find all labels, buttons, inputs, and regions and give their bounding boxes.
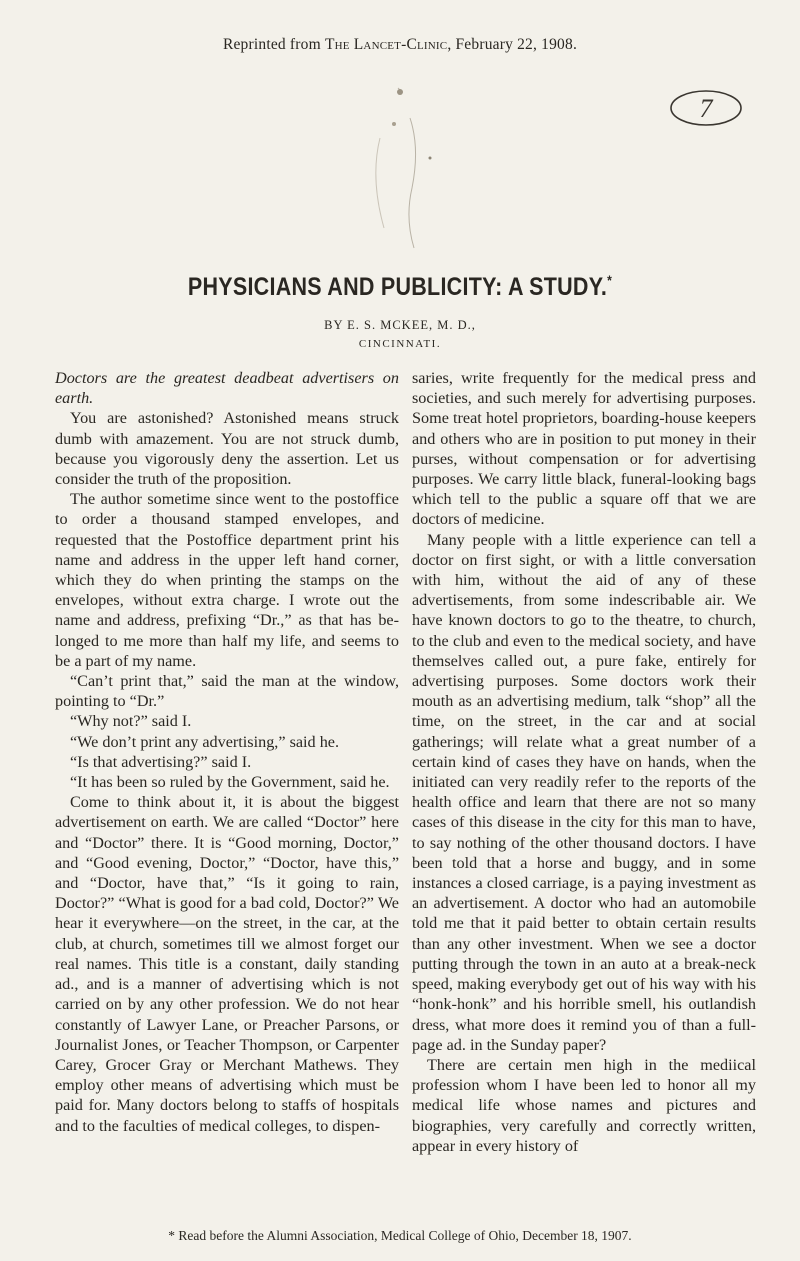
author-city: CINCINNATI. <box>358 338 442 350</box>
paragraph: There are certain men high in the mediical profession whom I have been led to honor all my medical life whose names and pictures and biographies, very carefully and correctly written, appear in every history of <box>412 1055 756 1155</box>
author-byline: BY E. S. MCKEE, M. D., <box>324 318 476 332</box>
journal-name: The Lancet-Clinic, <box>324 36 452 53</box>
paragraph: You are astonished? Astonished means struck dumb with amazement. You are not struck dumb, because you vigorously deny the assertion. Let us consider the truth of the proposition. <box>55 409 399 489</box>
paragraph: The author sometime since went to the postoffice to order a thousand stamped envelopes, and requested that the Postoffice department print his name and address in the upper left hand corner, which they do when printing the stamps on the envelopes, without extra charge. I wrote out the name and address, prefixing “Dr.,” as that has belonged to me more than half my life, and seems to be a part of my name. <box>55 490 399 670</box>
opening-paragraph: Doctors are the greatest deadbeat advertisers on earth. <box>55 369 399 408</box>
paragraph: “Is that advertising?” said I. <box>70 752 252 771</box>
footnote: * Read before the Alumni Association, Medical College of Ohio, December 18, 1907. <box>168 1228 632 1243</box>
left-column <box>55 368 399 1136</box>
publication-date: February 22, 1908. <box>455 36 578 53</box>
paragraph: Many people with a little experience can tell a doctor on first sight, or with a little conversation with him, without the aid of any of these advertisements, from some indescribable air. We have known doctors to go to the theatre, to church, to the club and even to the medical society, and have themselves called out, a pure fake, entirely for advertising purposes. Some doctors work their mouth as an advertising medium, talk “shop” all the time, on the street, in the car and at social gatherings; will relate what a great number of a certain kind of cases they have on hands, when the initiated can very readily refer to the reports of the health office and learn that there are not so many cases of this disease in the city for this man to have, to say nothing of the other thousand doctors. I have been told that a horse and buggy, and in some instances a closed carriage, is a paying investment as an advertisement. A doctor who had an automobile told me that it paid better to obtain certain results than any other investment. When we see a doctor putting through the town in an auto at a break-neck speed, making everybody get out of his way with his “honk-honk” and his horrible smell, his outlandish dress, what more does it remind you of than a full-page ad. in the Sunday paper? <box>412 530 756 1054</box>
title-footnote-mark: * <box>607 272 613 288</box>
paragraph: Come to think about it, it is about the biggest advertisement on earth. We are called “Doctor” here and “Doctor” there. It is “Good morning, Doctor,” and “Good evening, Doctor,” “Doctor, have this,” and “Doctor, have that,” “Is it going to rain, Doctor?” “What is good for a bad cold, Doctor?” We hear it everywhere—on the street, in the car, at the club, at church, sometimes till we almost forget our real names. This title is a constant, daily standing ad., and is a manner of advertising which is not carried on by any other profession. We do not hear constantly of Lawyer Lane, or Preacher Parsons, or Journalist Jones, or Teacher Thompson, or Carpenter Carey, Grocer Gray or Merchant Mathews. They employ other means of advertising which must be paid for. Many doctors belong to staffs of hospitals and to the faculties of medical colleges, to dispen- <box>55 793 399 1135</box>
reprint-prefix: Reprinted from <box>222 36 321 53</box>
ink-smudge <box>350 78 450 268</box>
paragraph: “Can’t print that,” said the man at the window, pointing to “Dr.” <box>55 672 399 711</box>
continued-paragraph: saries, write frequently for the medical press and societies, and such merely for advertising purposes. Some treat hotel proprietors, boarding-house keepers and others who are in position to put money in their purses, without compensation or for advertising purposes. We carry little black, funeral-looking bags which tell to the public a square off that we are doctors of medicine. <box>412 369 756 529</box>
paragraph: “It has been so ruled by the Government, said he. <box>70 773 390 792</box>
right-column <box>412 368 756 1156</box>
stamp-text: 7 <box>699 94 713 123</box>
paragraph: “Why not?” said I. <box>70 712 192 731</box>
article-title-text: PHYSICIANS AND PUBLICITY: A STUDY. <box>187 273 608 301</box>
reprint-header <box>0 36 800 54</box>
monogram-stamp <box>668 88 744 128</box>
article-title <box>56 272 744 302</box>
paragraph: “We don’t print any advertising,” said he. <box>70 732 340 751</box>
